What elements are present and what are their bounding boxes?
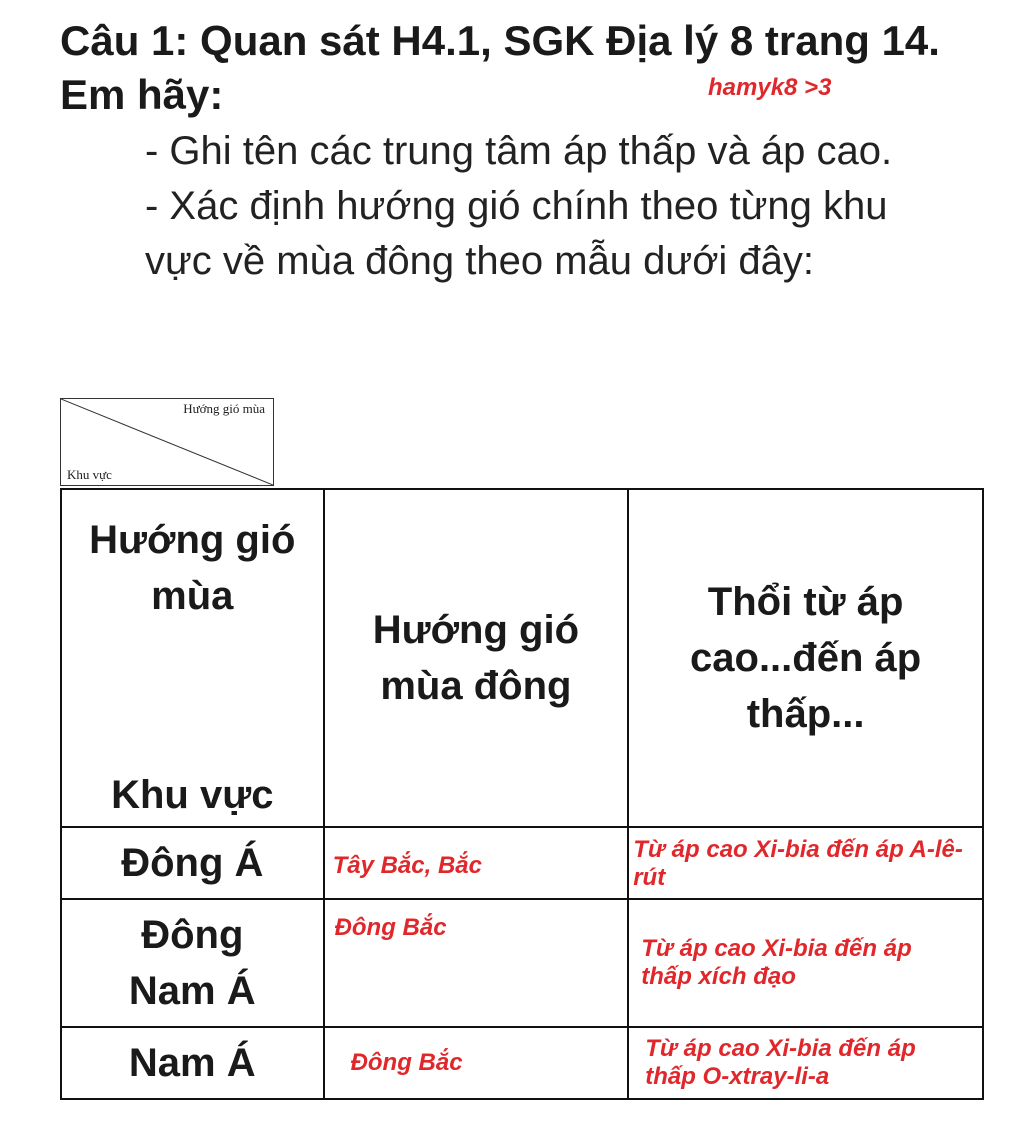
- wind-cell: [324, 899, 629, 1027]
- table-row: [61, 827, 983, 899]
- question-title-line-2: Em hãy:: [60, 71, 224, 118]
- wind-answer: Đông Bắc: [350, 1049, 463, 1076]
- question-title: [60, 14, 940, 122]
- flow-answer: Từ áp cao Xi-bia đến áp thấp O-xtray-li-a: [645, 1035, 916, 1090]
- wind-answer: Đông Bắc: [334, 914, 447, 941]
- wind-cell: [324, 1027, 629, 1099]
- table-row: [61, 1027, 983, 1099]
- header-corner-top: Hướng gió mùa: [89, 518, 296, 618]
- sample-table: [60, 398, 274, 486]
- wind-cell: [324, 827, 629, 899]
- flow-answer: Từ áp cao Xi-bia đến áp thấp xích đạo: [641, 935, 912, 990]
- sample-bottom-label: Khu vực: [67, 467, 112, 482]
- answer-table: [60, 488, 984, 1100]
- header-corner-cell: [61, 489, 324, 827]
- question-title-line-1: Câu 1: Quan sát H4.1, SGK Địa lý 8 trang 14.: [60, 17, 940, 64]
- wind-answer: Tây Bắc, Bắc: [332, 852, 482, 879]
- header-col-wind: Hướng gió mùa đông: [372, 608, 580, 708]
- flow-cell: [628, 827, 983, 899]
- region-name: Nam Á: [128, 1041, 256, 1085]
- region-cell: [61, 899, 324, 1027]
- author-tag: hamyk8 >3: [708, 74, 832, 101]
- region-name: Đông Á: [121, 841, 264, 885]
- header-col-flow-cell: [628, 489, 983, 827]
- header-corner-bottom: Khu vực: [111, 773, 274, 817]
- header-col-wind-cell: [324, 489, 629, 827]
- header-col-flow: Thổi từ áp cao...đến áp thấp...: [690, 580, 922, 736]
- flow-cell: [628, 899, 983, 1027]
- sample-top-label: Hướng gió mùa: [183, 401, 265, 416]
- region-cell: [61, 827, 324, 899]
- table-header-row: [61, 489, 983, 827]
- instruction-2: - Xác định hướng gió chính theo từng khu vực về mùa đông theo mẫu dưới đây:: [145, 184, 888, 283]
- instructions: [145, 124, 965, 289]
- instruction-1: - Ghi tên các trung tâm áp thấp và áp cao.: [145, 129, 893, 173]
- region-cell: [61, 1027, 324, 1099]
- region-name: Đông Nam Á: [128, 913, 256, 1013]
- flow-answer: Từ áp cao Xi-bia đến áp A-lê-rút: [633, 836, 963, 891]
- table-row: [61, 899, 983, 1027]
- flow-cell: [628, 1027, 983, 1099]
